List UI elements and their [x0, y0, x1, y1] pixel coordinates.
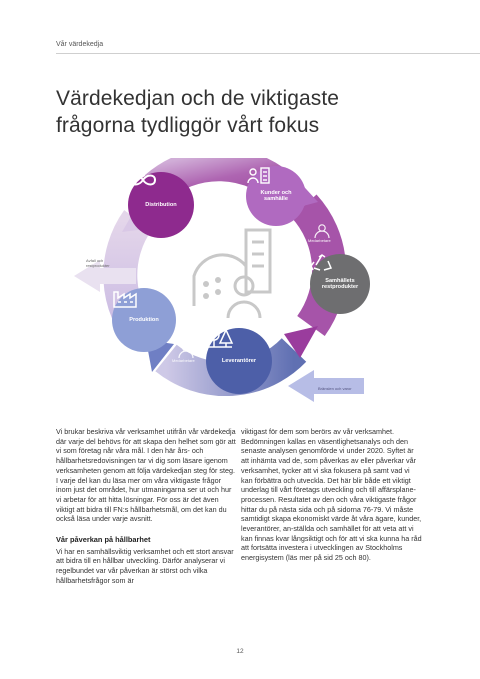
node-suppliers-label: Leverantörer	[221, 357, 257, 364]
people-building-icon	[246, 166, 272, 186]
top-divider	[56, 53, 480, 54]
node-distribution-label: Distribution	[145, 201, 177, 208]
value-chain-diagram	[56, 158, 386, 404]
infinity-icon	[128, 172, 158, 188]
node-suppliers	[206, 328, 272, 394]
section-label: Vår värdekedja	[56, 41, 104, 48]
page-title	[56, 85, 396, 139]
employees-annotation-top: Medarbetare	[308, 238, 331, 243]
body-paragraph-1: Vi brukar beskriva vår verksamhet utifrån vår värdekedja där varje del behövs för att skapa den helhet som gör att vi som företag når våra mål. I den här års- och hållbarhetsredovisningen tar vi dig som läsare igenom verksamheten genom att följa värdekedjan steg för steg. I varje del kan du läsa mer om våra viktigaste frågor inom just det området, hur utmaningarna ser ut och hur vi arbetar för att hitta lösningar. För oss är det även viktigt att bidra till FN:s hållbarhetsmål, om det kan du också läsa under varje avsnitt.	[56, 427, 236, 524]
page-title-line-1: Värdekedjan och de viktigaste	[56, 87, 340, 110]
node-production-label: Produktion	[129, 316, 159, 323]
body-column-left	[56, 427, 238, 586]
recycle-icon	[310, 254, 334, 274]
trees-icon	[206, 328, 234, 348]
node-customers	[246, 166, 306, 226]
page-title-line-2: frågorna tydliggör vårt fokus	[56, 114, 320, 137]
body-paragraph-3: viktigast för dem som berörs av vår verksamhet. Bedömningen kallas en väsentlighetsanalys och den senaste analysen genomförde vi under 2020. Syftet är att inhämta vad de, som påverkas av eller påverkar vår verksamhet, tycker att vi ska fokusera på samt vad vi kan förbättra och utveckla. Det här blir både ett viktigt underlag till vårt företags utveckling och till affärsplane-processen. Resultatet av den och våra viktigaste frågor hittar du på nästa sida och på sidorna 76-79. Vi måste samtidigt skapa ekonomiskt värde åt våra ägare, kunder, leverantörer, an-ställda och samhället för att veta att vi kan finnas kvar långsiktigt och för att vi ska kunna ha råd att fortsätta investera i utvecklingen av Stockholms energisystem (läs mer på sid 25 och 80).	[241, 427, 422, 563]
node-customers-label: Kunder och samhälle	[260, 189, 292, 202]
node-production	[112, 288, 176, 352]
waste-annotation: Avfall och restprodukter	[86, 258, 110, 268]
body-subheading: Vår påverkan på hållbarhet	[56, 535, 151, 545]
node-distribution	[128, 172, 194, 238]
node-residuals-label: Samhällets restprodukter	[321, 277, 359, 290]
body-column-right	[241, 427, 423, 563]
fuel-annotation: Bränslen och varor	[318, 386, 352, 391]
node-residuals	[310, 254, 370, 314]
employees-annotation-bottom: Medarbetare	[172, 358, 195, 363]
page-number: 12	[236, 648, 244, 655]
body-paragraph-2: Vi har en samhällsviktig verksamhet och ett stort ansvar att bidra till en hållbar utveckling. Därför analyserar vi regelbundet var vår påverkan är störst och vilka hållbarhetsfrågor som är	[56, 546, 234, 585]
factory-icon	[112, 288, 138, 308]
